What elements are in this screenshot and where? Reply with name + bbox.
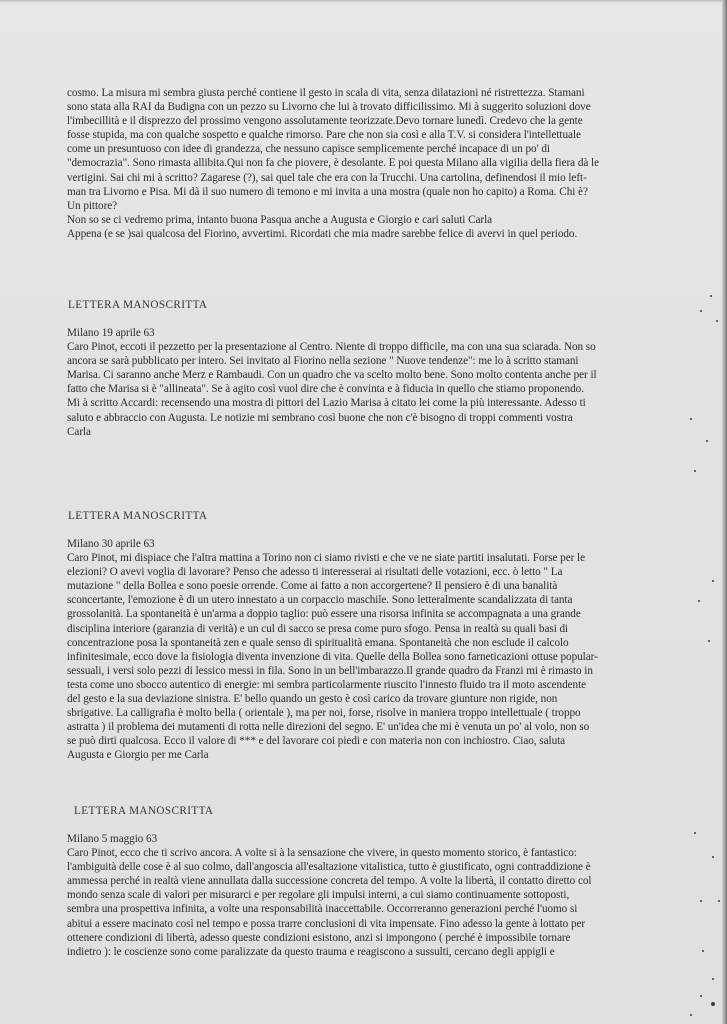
text-line: elezioni? O avevi voglia di lavorare? Penso che adesso ti interesserai ai risultati delle votazioni, ecc. ò letto " La bbox=[67, 566, 563, 579]
page-edge-shadow bbox=[722, 0, 727, 1024]
letter-5-maggio bbox=[67, 832, 659, 959]
text-line: mondo senza scale di valori per misurarci e per regolare gli impulsi interni, a cui siamo continuamente sottoposti, bbox=[67, 889, 570, 902]
text-line: ottenere condizioni di libertà, adesso queste condizioni esistono, anzi si impongono ( perché è impossibile tornare bbox=[67, 931, 571, 944]
text-line: concentrazione posa la spontaneità zen e quale senso di spiritualità emana. Spontaneità che non esclude il calcolo bbox=[67, 636, 569, 649]
text-line: infinitesimale, ecco dove la fisiologia diventa invenzione di vita. Quelle della Bollea sono farneticazioni ottuse popular- bbox=[67, 650, 598, 663]
scan-speck bbox=[718, 900, 720, 902]
text-line: astratta ) il problema dei mutamenti di rotta nelle direzioni del segno. E' un'idea che mi è venuta un po' al volo, non so bbox=[67, 721, 590, 734]
scan-speck bbox=[702, 950, 704, 952]
scan-speck bbox=[716, 320, 718, 322]
text-line: mutazione " della Bollea e sono poesie orrende. Come ai fatto a non accorgertene? Il pensiero è di una banalità bbox=[67, 580, 558, 593]
text-line: sbrigative. La calligrafia è molto bella ( orientale ), ma per noi, forse, risolve in maniera troppo intellettuale ( troppo bbox=[67, 707, 581, 720]
letter-date: Milano 5 maggio 63 bbox=[67, 833, 158, 845]
text-line: indietro ): le coscienze sono come paralizzate da questo trauma e reagiscono a sussulti, cercano degli appigli e bbox=[67, 945, 555, 958]
text-line: l'imbecillità e il disprezzo del prossimo vengono assolutamente teorizzate.Devo tornare lunedì. Credevo che la gente bbox=[67, 115, 583, 128]
text-line: Appena (e se )sai qualcosa del Fiorino, avvertimi. Ricordati che mia madre sarebbe felice di avervi in quel periodo. bbox=[67, 227, 578, 240]
letter-date: Milano 19 aprile 63 bbox=[67, 327, 155, 339]
scan-speck bbox=[712, 978, 714, 980]
text-line: testa come uno sbocco autentico di energie: mi sembra particolarmente riuscito l'innesto fluido tra il moto ascendente bbox=[67, 678, 587, 691]
scan-speck bbox=[694, 832, 696, 834]
text-line: sono stata alla RAI da Budigna con un pezzo su Livorno che lui à trovato difficilissimo. Mi à suggerito soluzioni dove bbox=[67, 101, 591, 114]
text-line: "democrazia". Sono rimasta allibita.Qui non fa che piovere, è desolante. E poi questa Milano alla vigilia della fiera dà le bbox=[67, 157, 600, 170]
text-line: se può dirti qualcosa. Ecco il valore di *** e del lavorare coi piedi e con materia non con inchiostro. Ciao, saluta bbox=[67, 735, 566, 748]
text-line: disciplina interiore (garanzia di verità) e un cul di sacco se presa come puro sfogo. Pensa in realtà su quali basi di bbox=[67, 622, 569, 635]
text-line: vertigini. Sai chi mi à scritto? Zagarese (?), sai quel tale che era con la Trucchi. Una cartolina, definendosi il mio left- bbox=[67, 171, 587, 184]
scan-speck bbox=[706, 440, 708, 442]
text-line: fosse stupida, ma con qualche sospetto e qualche rimorso. Pare che non sia così e alla T.V. si considera l'intellettuale bbox=[67, 129, 581, 142]
scan-speck bbox=[690, 1014, 692, 1016]
text-line: Caro Pinot, mi dispiace che l'altra mattina a Torino non ci siamo rivisti e che ve ne siate partiti insalutati. Forse per le bbox=[67, 552, 586, 565]
text-line: Un pittore? bbox=[67, 199, 118, 212]
letter-30-aprile bbox=[67, 537, 659, 763]
letter-19-aprile bbox=[67, 326, 659, 439]
text-line: grossolanità. La spontaneità è un'arma a doppio taglio: può essere una risorsa infinita se accompagnata a una grande bbox=[67, 608, 581, 621]
scan-speck bbox=[711, 1002, 715, 1006]
letter-heading: LETTERA MANOSCRITTA bbox=[74, 805, 214, 817]
text-line: ancora se sarà pubblicato per intero. Sei invitato al Fiorino nella sezione " Nuove tendenze": me lo à scritto stamani bbox=[67, 355, 579, 368]
scan-speck bbox=[712, 580, 714, 582]
text-line: del gesto e la sua deviazione sinistra. E' bello quando un gesto è così carico da trovare giunture non rigide, non bbox=[67, 693, 558, 706]
scan-speck bbox=[700, 995, 702, 997]
text-line: abitui a essere macinato così nel tempo e possa trarre conclusioni di vita impensate. Fino adesso la gente à lottato per bbox=[67, 917, 586, 930]
letter-heading: LETTERA MANOSCRITTA bbox=[68, 299, 208, 311]
text-line: come un presuntuoso con idee di grandezza, che nessuno capisce semplicemente perché incapace di un po' di bbox=[67, 143, 550, 156]
text-line: sconcertante, l'emozione è di un utero innestato a un corpaccio maschile. Sono letteralmente scandalizzata di tanta bbox=[67, 594, 573, 607]
scan-speck bbox=[700, 310, 702, 312]
scan-speck bbox=[708, 640, 710, 642]
text-line: Augusta e Giorgio per me Carla bbox=[67, 749, 209, 762]
text-line: man tra Livorno e Pisa. Mi dà il suo numero di temono e mi invita a una mostra (quale non ho capito) a Roma. Chi è? bbox=[67, 185, 588, 198]
continuation-text bbox=[67, 86, 659, 241]
text-line: Caro Pinot, eccoti il pezzetto per la presentazione al Centro. Niente di troppo difficile, ma con una sua sciarada. Non so bbox=[67, 341, 596, 354]
letter-heading: LETTERA MANOSCRITTA bbox=[68, 510, 208, 522]
text-line: ammessa perché in realtà viene annullata dalla successione concreta del tempo. A volte la libertà, il contatto diretto col bbox=[67, 875, 592, 888]
scan-speck bbox=[698, 600, 700, 602]
text-line: Carla bbox=[67, 425, 91, 438]
scan-speck bbox=[710, 295, 712, 297]
text-line: sessuali, i versi solo pezzi di lessico messi in fila. Sono in un bell'imbarazzo.Il grande quadro da Franzi mi è rimasto in bbox=[67, 664, 593, 677]
text-line: Marisa. Ci saranno anche Merz e Rambaudi. Con un quadro che va scelto molto bene. Sono molto contenta anche per il bbox=[67, 369, 597, 382]
text-line: fatto che Marisa si è "allineata". Se à agito così vuol dire che è convinta e à fiducia in quello che stiamo proponendo. bbox=[67, 383, 584, 396]
scan-speck bbox=[712, 856, 714, 858]
text-line: sembra una prospettiva infinita, a volte una responsabilità inaccettabile. Occorreranno generazioni perché l'uomo si bbox=[67, 903, 578, 916]
text-line: Non so se ci vedremo prima, intanto buona Pasqua anche a Augusta e Giorgio e cari saluti Carla bbox=[67, 213, 493, 226]
text-line: cosmo. La misura mi sembra giusta perché contiene il gesto in scala di vita, senza dilatazioni né ristrettezza. Stamani bbox=[67, 87, 585, 99]
scan-top-shadow bbox=[0, 0, 722, 3]
letter-date: Milano 30 aprile 63 bbox=[67, 538, 155, 550]
scan-speck bbox=[690, 418, 692, 420]
scan-speck bbox=[700, 900, 702, 902]
text-line: Caro Pinot, ecco che ti scrivo ancora. A volte si à la sensazione che vivere, in questo momento storico, è fantastico: bbox=[67, 847, 577, 860]
scan-speck bbox=[694, 470, 696, 472]
text-line: saluto e abbraccio con Augusta. Le notizie mi sembrano così buone che non c'è bisogno di troppi commenti vostra bbox=[67, 411, 573, 424]
text-line: Mi à scritto Accardi: recensendo una mostra di pittori del Lazio Marisa à citato lei come la più interessante. Adesso ti bbox=[67, 397, 586, 410]
text-line: l'ambiguità delle cose è al suo colmo, dall'angoscia all'esaltazione vitalistica, tutto è giustificato, ogni contraddizione è bbox=[67, 861, 591, 874]
